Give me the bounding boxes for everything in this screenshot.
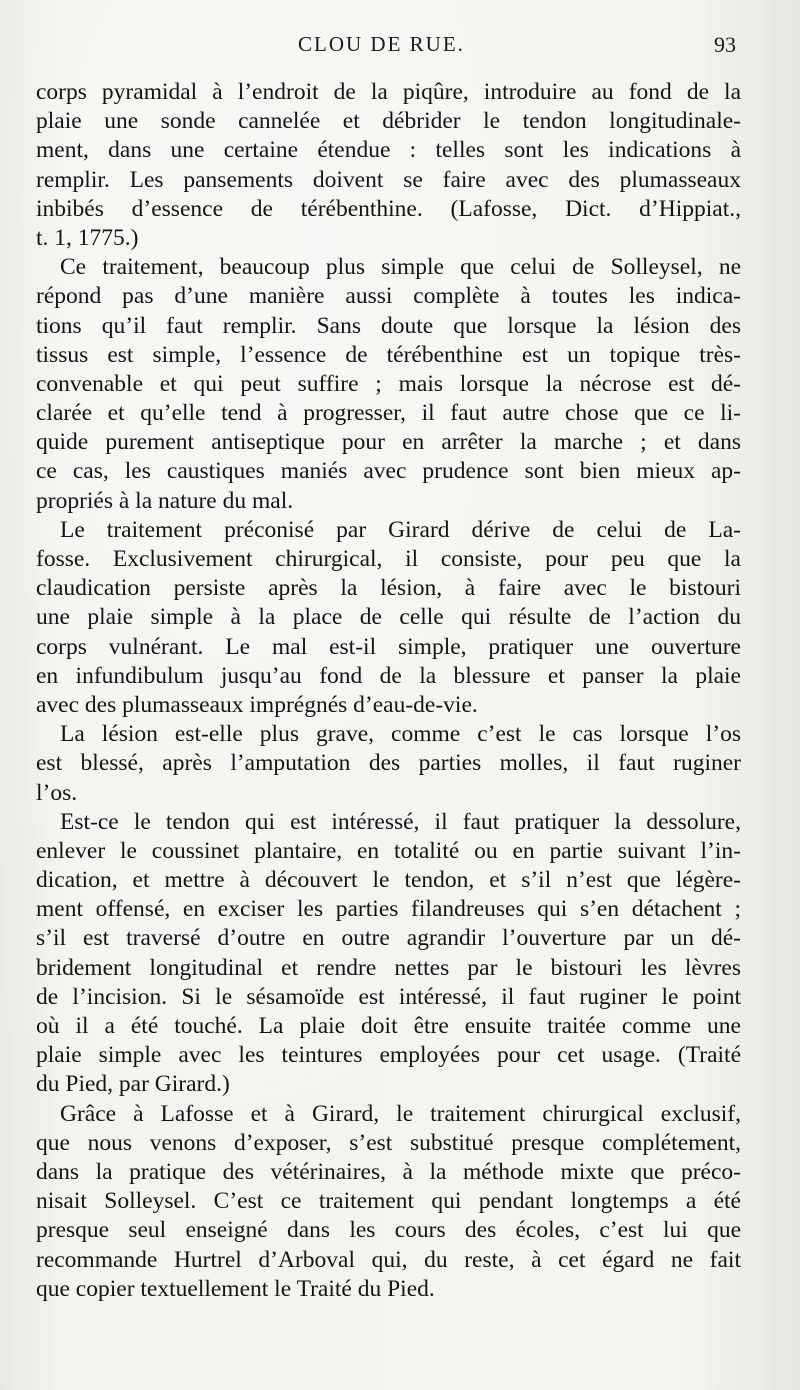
page-number: 93 [714, 32, 736, 57]
body-text [36, 78, 741, 1304]
text-line: clarée et qu’elle tend à progresser, il faut autre chose que ce li- [36, 400, 741, 427]
text-line: dication, et mettre à découvert le tendon, et s’il n’est que légère- [36, 867, 741, 894]
text-line: recommande Hurtrel d’Arboval qui, du reste, à cet égard ne fait [36, 1246, 741, 1273]
text-line: nisait Solleysel. C’est ce traitement qui pendant longtemps a été [36, 1188, 741, 1215]
text-line: convenable et qui peut suffire ; mais lorsque la nécrose est dé- [36, 370, 741, 397]
text-line: avec des plumasseaux imprégnés d’eau-de-vie. [36, 691, 478, 718]
text-line: Est-ce le tendon qui est intéressé, il faut pratiquer la dessolure, [60, 808, 741, 835]
text-line: quide purement antiseptique pour en arrêter la marche ; et dans [36, 429, 741, 456]
text-line: enlever le coussinet plantaire, en totalité ou en partie suivant l’in- [36, 837, 741, 864]
text-line: de l’incision. Si le sésamoïde est intéressé, il faut ruginer le point [36, 983, 741, 1010]
text-line: plaie une sonde cannelée et débrider le tendon longitudinale- [36, 108, 741, 135]
text-line: du Pied, par Girard.) [36, 1071, 230, 1098]
text-line: corps pyramidal à l’endroit de la piqûre, introduire au fond de la [36, 79, 741, 105]
text-line: t. 1, 1775.) [36, 224, 139, 251]
text-line: répond pas d’une manière aussi complète à toutes les indica- [36, 283, 741, 310]
text-line: que copier textuellement le Traité du Pied. [36, 1275, 435, 1302]
text-line: Ce traitement, beaucoup plus simple que celui de Solleysel, ne [60, 254, 741, 281]
text-line: propriés à la nature du mal. [36, 487, 294, 514]
page-header [36, 30, 736, 60]
text-line: une plaie simple à la place de celle qui résulte de l’action du [36, 604, 741, 631]
text-line: remplir. Les pansements doivent se faire avec des plumasseaux [36, 166, 741, 193]
text-line: presque seul enseigné dans les cours des écoles, c’est lui que [36, 1217, 741, 1244]
text-line: corps vulnérant. Le mal est-il simple, pratiquer une ouverture [36, 633, 741, 660]
text-line: que nous venons d’exposer, s’est substitué presque complétement, [36, 1129, 741, 1156]
text-line: claudication persiste après la lésion, à faire avec le bistouri [36, 575, 741, 602]
text-line: Grâce à Lafosse et à Girard, le traitement chirurgical exclusif, [60, 1100, 741, 1127]
text-line: Le traitement préconisé par Girard dérive de celui de La- [60, 516, 741, 543]
text-line: l’os. [36, 779, 78, 806]
text-line: fosse. Exclusivement chirurgical, il consiste, pour peu que la [36, 546, 741, 572]
text-line: tissus est simple, l’essence de térébenthine est un topique très- [36, 341, 741, 368]
text-line: tions qu’il faut remplir. Sans doute que lorsque la lésion des [36, 312, 741, 339]
text-line: bridement longitudinal et rendre nettes par le bistouri les lèvres [36, 954, 741, 981]
text-line: ment offensé, en exciser les parties filandreuses qui s’en détachent ; [36, 896, 741, 923]
text-line: dans la pratique des vétérinaires, à la méthode mixte que préco- [36, 1158, 741, 1185]
text-line: plaie simple avec les teintures employées pour cet usage. (Traité [36, 1042, 741, 1069]
text-line: est blessé, après l’amputation des parties molles, il faut ruginer [36, 750, 741, 777]
running-head: CLOU DE RUE. [298, 32, 465, 56]
text-line: en infundibulum jusqu’au fond de la blessure et panser la plaie [36, 662, 741, 689]
text-line: La lésion est-elle plus grave, comme c’est le cas lorsque l’os [60, 721, 741, 748]
text-line: où il a été touché. La plaie doit être ensuite traitée comme une [36, 1013, 741, 1039]
text-line: s’il est traversé d’outre en outre agrandir l’ouverture par un dé- [36, 925, 741, 952]
text-line: ce cas, les caustiques maniés avec prudence sont bien mieux ap- [36, 458, 741, 485]
text-line: ment, dans une certaine étendue : telles sont les indications à [36, 137, 741, 164]
text-line: inbibés d’essence de térébenthine. (Lafosse, Dict. d’Hippiat., [36, 195, 741, 222]
